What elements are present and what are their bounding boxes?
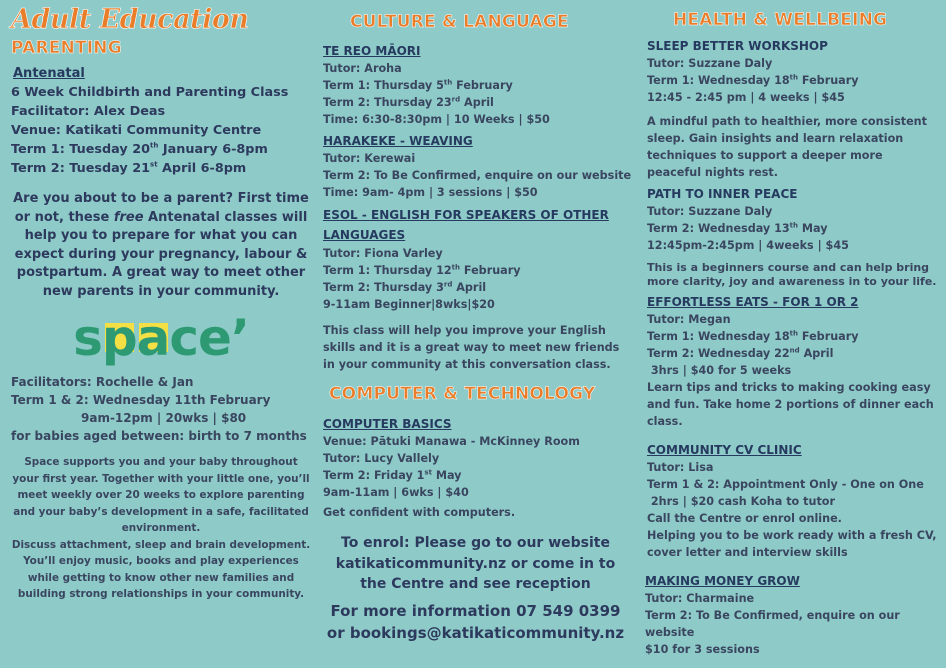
antenatal-heading: Antenatal: [13, 66, 85, 81]
page-title: Adult Education: [11, 4, 249, 35]
space-ages: for babies aged between: birth to 7 months: [11, 429, 307, 443]
course-description: Get confident with computers.: [323, 506, 516, 519]
antenatal-line: Facilitator: Alex Deas: [11, 104, 166, 119]
course-time: Time: 9am- 4pm | 3 sessions | $50: [323, 186, 538, 199]
course-term: Term 2: Thursday 3rd April: [323, 280, 487, 294]
course-heading-eats: EFFORTLESS EATS - FOR 1 OR 2: [647, 295, 859, 309]
course-heading-esol-2: LANGUAGES: [323, 228, 406, 242]
antenatal-description: Are you about to be a parent? First time or not, these free Antenatal classes will help you to prepare for what you can expect during your pregnancy, labour & postpartum. A great way to meet other new parents in your community.: [13, 191, 309, 299]
course-tutor: Tutor: Fiona Varley: [323, 247, 443, 260]
section-health-heading: HEALTH & WELLBEING: [673, 10, 888, 30]
space-description: Space supports you and your baby throughout your first year. Together with your little one, you’ll meet weekly over 20 weeks to explore parenting and your baby’s development in a safe, facilitated environment.: [12, 456, 310, 534]
course-term: Term 2: Wednesday 13th May: [647, 221, 828, 235]
course-time: 12:45 - 2:45 pm | 4 weeks | $45: [647, 91, 845, 104]
course-term: Term 2: Wednesday 22nd April: [647, 346, 834, 360]
course-price: $10 for 3 sessions: [645, 643, 760, 656]
course-tutor: Tutor: Kerewai: [323, 152, 416, 165]
space-time: 9am-12pm | 20wks | $80: [81, 411, 247, 425]
space-term: Term 1 & 2: Wednesday 11th February: [11, 393, 271, 407]
space-logo-text: s p ace’: [73, 309, 249, 367]
antenatal-line: 6 Week Childbirth and Parenting Class: [11, 85, 289, 100]
course-description: This is a beginners course and can help bring more clarity, joy and awareness in to your life.: [647, 261, 937, 288]
course-heading-harakeke: HARAKEKE - WEAVING: [323, 134, 473, 148]
course-term: Term 2: To Be Confirmed, enquire on our website: [645, 609, 900, 639]
course-term: Term 1: Wednesday 18th February: [647, 329, 859, 343]
course-tutor: Tutor: Aroha: [323, 62, 402, 75]
course-heading-sleep: SLEEP BETTER WORKSHOP: [647, 39, 828, 53]
course-time: 12:45pm-2:45pm | 4weeks | $45: [647, 239, 849, 252]
space-facilitators: Facilitators: Rochelle & Jan: [11, 375, 194, 389]
course-heading-cv: COMMUNITY CV CLINIC: [647, 443, 802, 457]
course-tutor: Tutor: Megan: [647, 313, 731, 326]
course-description: Helping you to be work ready with a fresh CV, cover letter and interview skills: [647, 529, 937, 559]
contact-phone: For more information 07 549 0399: [330, 601, 621, 620]
column-culture-computer: [323, 0, 632, 644]
course-time: Time: 6:30-8:30pm | 10 Weeks | $50: [323, 113, 550, 126]
course-heading-computer: COMPUTER BASICS: [323, 417, 452, 431]
course-time: 2hrs | $20 cash Koha to tutor: [647, 495, 836, 508]
course-term: Term 1 & 2: Appointment Only - One on One: [647, 478, 924, 491]
course-description: Learn tips and tricks to making cooking easy and fun. Take home 2 portions of dinner each class.: [647, 381, 934, 428]
section-parenting-heading: PARENTING: [11, 38, 122, 58]
course-tutor: Tutor: Suzzane Daly: [647, 57, 773, 70]
column-health: [647, 0, 939, 658]
course-tutor: Tutor: Suzzane Daly: [647, 205, 773, 218]
course-time: 9am-11am | 6wks | $40: [323, 486, 469, 499]
column-parenting: [11, 0, 311, 603]
course-term: Term 1: Wednesday 18th February: [647, 73, 859, 87]
antenatal-term1: Term 1: Tuesday 20th January 6-8pm: [11, 141, 268, 157]
course-venue: Venue: Pātuki Manawa - McKinney Room: [323, 435, 580, 448]
course-term: Term 1: Thursday 5th February: [323, 78, 513, 92]
course-description: This class will help you improve your English skills and it is a great way to meet new friends in your community at this conversation class.: [323, 324, 620, 371]
enrol-info: To enrol: Please go to our website katikaticommunity.nz or come in to the Centre and see reception: [335, 535, 616, 592]
course-heading-esol: ESOL - ENGLISH FOR SPEAKERS OF OTHER: [323, 208, 609, 222]
space-logo: [11, 307, 311, 369]
course-time: 3hrs | $40 for 5 weeks: [647, 364, 792, 377]
course-heading-money: MAKING MONEY GROW: [645, 574, 800, 588]
course-term: Term 1: Thursday 12th February: [323, 263, 521, 277]
course-term: Term 2: Friday 1st May: [323, 468, 462, 482]
course-time: 9-11am Beginner|8wks|$20: [323, 298, 495, 311]
antenatal-line: Venue: Katikati Community Centre: [11, 123, 262, 138]
course-heading-te-reo: TE REO MĀORI: [323, 44, 421, 58]
course-description: A mindful path to healthier, more consistent sleep. Gain insights and learn relaxation techniques to support a deeper more peaceful nights rest.: [647, 115, 927, 179]
course-call: Call the Centre or enrol online.: [647, 512, 842, 525]
course-term: Term 2: To Be Confirmed, enquire on our website: [323, 169, 632, 182]
course-term: Term 2: Thursday 23rd April: [323, 95, 494, 109]
course-heading-peace: PATH TO INNER PEACE: [647, 187, 798, 201]
section-computer-heading: COMPUTER & TECHNOLOGY: [329, 384, 596, 404]
section-culture-heading: CULTURE & LANGUAGE: [350, 12, 569, 32]
course-tutor: Tutor: Lisa: [647, 461, 714, 474]
space-description-2: Discuss attachment, sleep and brain development. You’ll enjoy music, books and play experiences while getting to know other new families and building strong relationships in your community.: [11, 538, 311, 600]
course-tutor: Tutor: Lucy Vallely: [323, 452, 440, 465]
antenatal-term2: Term 2: Tuesday 21st April 6-8pm: [11, 160, 247, 176]
contact-email: or bookings@katikaticommunity.nz: [326, 623, 625, 642]
course-tutor: Tutor: Charmaine: [645, 592, 755, 605]
